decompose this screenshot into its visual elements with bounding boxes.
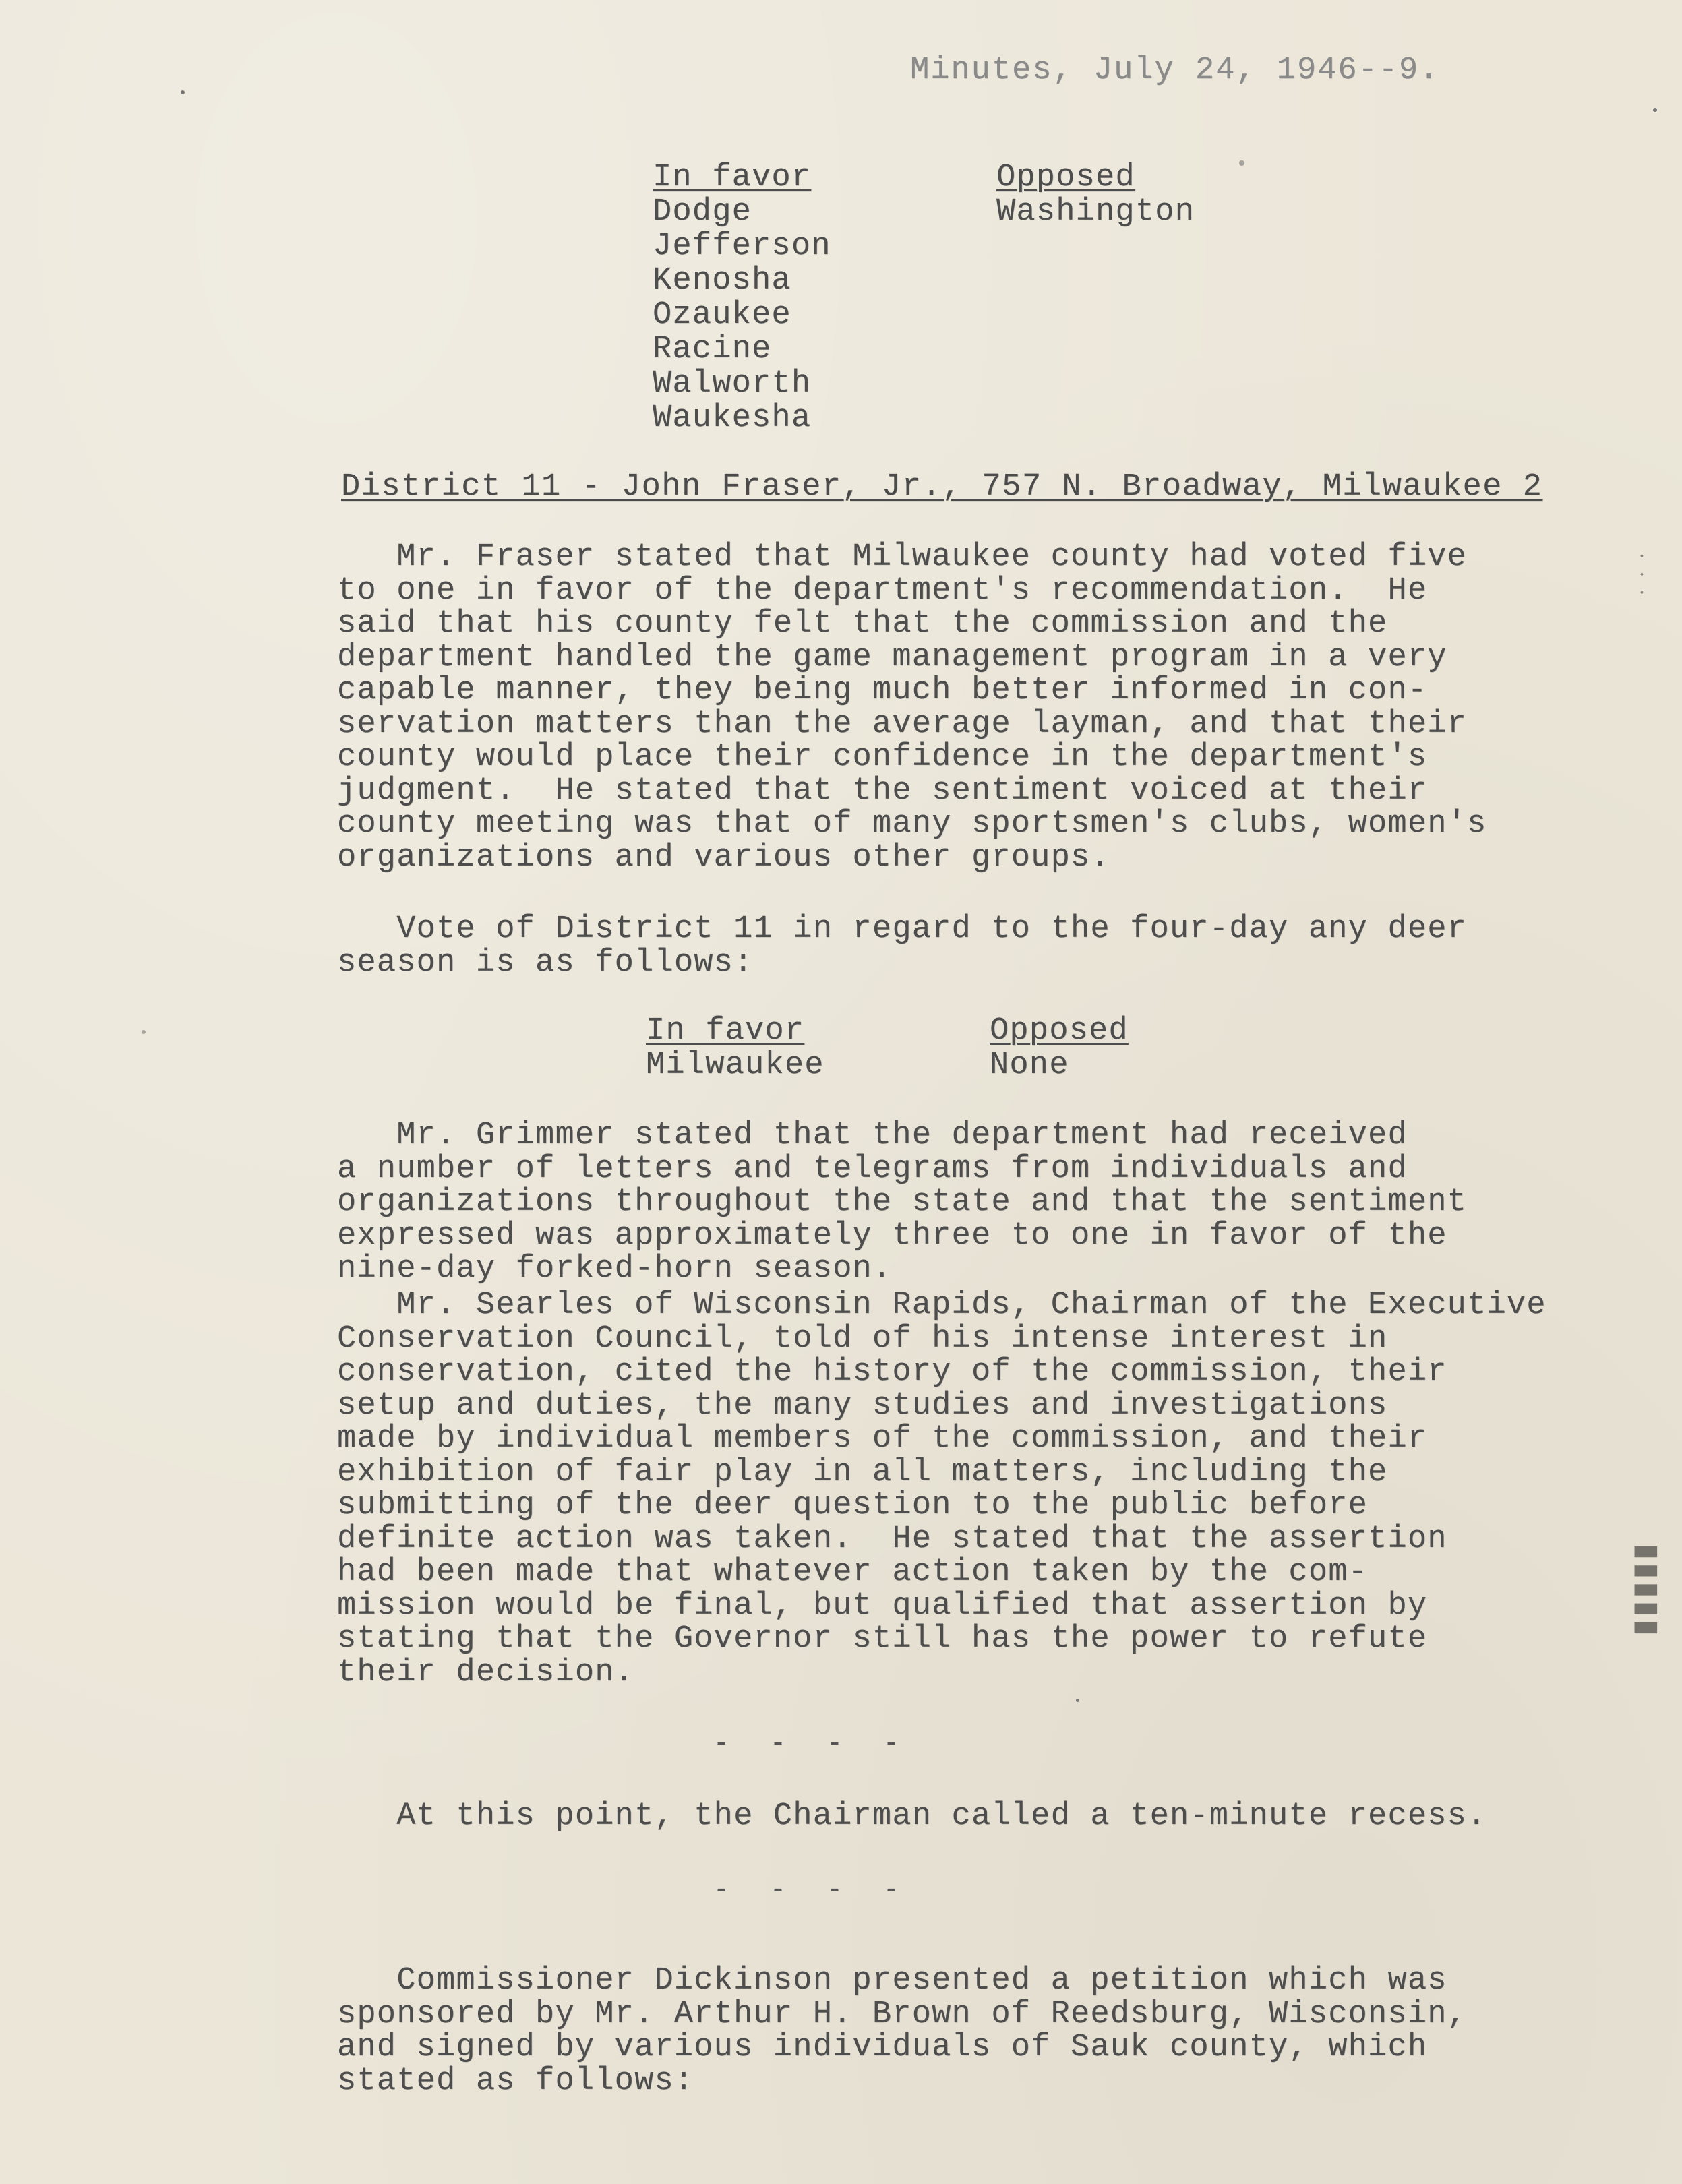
margin-handwriting: · · ·	[1629, 553, 1653, 599]
text-line: season is as follows:	[337, 944, 754, 981]
fraser-paragraph	[337, 541, 1551, 874]
text-line: Mr. Fraser stated that Milwaukee county had voted five	[337, 539, 1468, 575]
county-name: Washington	[996, 194, 1195, 230]
favor-heading: In favor	[653, 160, 812, 195]
text-line: conservation, cited the history of the commission, their	[337, 1354, 1447, 1390]
separator-1: - - - -	[713, 1729, 912, 1759]
page-header: Minutes, July 24, 1946--9.	[910, 53, 1440, 88]
county-name: Kenosha	[653, 263, 791, 299]
vote-table-2-favor-column	[646, 1014, 824, 1083]
margin-stamp: ▮▮▮▮▮	[1631, 1544, 1665, 1639]
county-name: None	[990, 1048, 1069, 1083]
opposed-list-2	[990, 1048, 1129, 1083]
ink-speck	[142, 1030, 146, 1034]
favor-list	[653, 195, 831, 435]
text-line: stated as follows:	[337, 2063, 694, 2099]
county-name: Milwaukee	[646, 1048, 824, 1083]
county-name: Walworth	[653, 366, 812, 402]
text-line: organizations and various other groups.	[337, 839, 1110, 876]
text-line: stating that the Governor still has the power to refute	[337, 1621, 1428, 1657]
text-line: said that his county felt that the commission and the	[337, 606, 1388, 642]
text-line: Vote of District 11 in regard to the four-day any deer	[337, 911, 1468, 947]
text-line: had been made that whatever action taken by the com-	[337, 1554, 1369, 1590]
text-line: exhibition of fair play in all matters, including the	[337, 1454, 1388, 1490]
opposed-list	[996, 195, 1195, 229]
county-name: Dodge	[653, 194, 752, 230]
text-line: sponsored by Mr. Arthur H. Brown of Reedsburg, Wisconsin,	[337, 1996, 1468, 2032]
opposed-heading-2: Opposed	[990, 1013, 1129, 1049]
county-name: Waukesha	[653, 400, 812, 436]
favor-heading-2: In favor	[646, 1013, 805, 1049]
opposed-heading: Opposed	[996, 160, 1135, 195]
ink-speck	[1076, 1699, 1079, 1702]
favor-list-2	[646, 1048, 824, 1083]
text-line: nine-day forked-horn season.	[337, 1251, 893, 1287]
text-line: expressed was approximately three to one in favor of the	[337, 1217, 1447, 1254]
text-line: At this point, the Chairman called a ten-minute recess.	[337, 1798, 1487, 1834]
text-line: mission would be final, but qualified that assertion by	[337, 1587, 1428, 1624]
text-line: definite action was taken. He stated that the assertion	[337, 1521, 1447, 1557]
ink-speck	[181, 90, 185, 94]
vote-intro-paragraph	[337, 913, 1551, 979]
text-line: setup and duties, the many studies and investigations	[337, 1387, 1388, 1424]
text-line: county meeting was that of many sportsmen's clubs, women's	[337, 806, 1487, 842]
vote-table-1-opposed-column	[996, 160, 1195, 229]
text-line: Conservation Council, told of his intense interest in	[337, 1321, 1388, 1357]
text-line: and signed by various individuals of Sauk county, which	[337, 2030, 1428, 2065]
text-line: servation matters than the average layman, and that their	[337, 706, 1468, 742]
text-line: a number of letters and telegrams from individuals and	[337, 1151, 1408, 1187]
recess-paragraph	[337, 1800, 1551, 1833]
text-line: to one in favor of the department's recommendation. He	[337, 572, 1428, 609]
text-line: department handled the game management program in a very	[337, 639, 1447, 675]
district-heading: District 11 - John Fraser, Jr., 757 N. Broadway, Milwaukee 2	[341, 469, 1543, 505]
searles-paragraph	[337, 1289, 1551, 1689]
text-line: Commissioner Dickinson presented a petition which was	[337, 1963, 1447, 1999]
grimmer-paragraph	[337, 1119, 1551, 1286]
dickinson-paragraph	[337, 1964, 1551, 2098]
text-line: capable manner, they being much better informed in con-	[337, 673, 1428, 708]
text-line: county would place their confidence in the department's	[337, 739, 1428, 775]
text-line: their decision.	[337, 1654, 635, 1691]
text-line: made by individual members of the commission, and their	[337, 1421, 1428, 1457]
county-name: Ozaukee	[653, 297, 791, 333]
vote-table-2-opposed-column	[990, 1014, 1129, 1083]
county-name: Jefferson	[653, 229, 831, 264]
text-line: judgment. He stated that the sentiment voiced at their	[337, 772, 1428, 809]
ink-speck	[1239, 160, 1244, 166]
ink-speck	[1653, 108, 1657, 112]
text-line: organizations throughout the state and that the sentiment	[337, 1184, 1468, 1220]
text-line: submitting of the deer question to the public before	[337, 1488, 1369, 1523]
text-line: Mr. Searles of Wisconsin Rapids, Chairman of the Executive	[337, 1287, 1546, 1323]
text-line: Mr. Grimmer stated that the department had received	[337, 1118, 1408, 1153]
vote-table-1-favor-column	[653, 160, 831, 435]
separator-2: - - - -	[713, 1875, 912, 1906]
county-name: Racine	[653, 332, 772, 367]
